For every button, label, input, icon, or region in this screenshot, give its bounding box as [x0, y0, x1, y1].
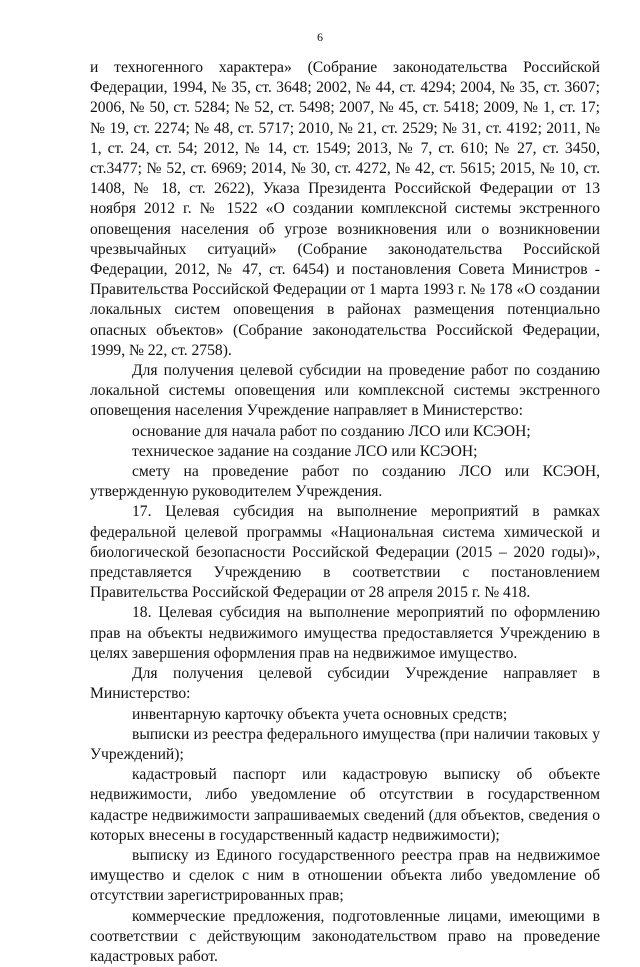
paragraph-required-documents: Для получения целевой субсидии Учреждение направляет в Министерство: [90, 665, 600, 703]
list-item: смету на проведение работ по созданию ЛСО или КСЭОН, утвержденную руководителем Учреждения. [90, 463, 600, 501]
list-item: выписки из реестра федерального имущества (при наличии таковых у Учреждений); [90, 725, 600, 763]
page-number: 6 [317, 30, 323, 44]
clause-17: 17. Целевая субсидия на выполнение мероприятий в рамках федеральной целевой программы «Национальная система химической и биологической безопасности Российской Федерации (2015 – 2020 годы)», представляется Учреждению в соответствии с постановлением Правительства Российской Федерации от 28 апреля 2015 г. № 418. [90, 503, 600, 602]
list-item: основание для начала работ по созданию ЛСО или КСЭОН; [132, 422, 531, 440]
list-item: инвентарную карточку объекта учета основных средств; [132, 705, 508, 723]
paragraph-continuation: и техногенного характера» (Собрание законодательства Российской Федерации, 1994, № 35, ст. 3648; 2002, № 44, ст. 4294; 2004, № 35, ст. 3607; 2006, № 50, ст. 5284; № 52, ст. 5498; 2007, № 45, ст. 5418; 2009, № 1, ст. 17; № 19, ст. 2274; № 48, ст. 5717; 2010, № 21, ст. 2529; № 31, ст. 4192; 2011, № 1, ст. 24, ст. 54; 2012, № 14, ст. 1549; 2013, № 7, ст. 610; № 27, ст. 3450, ст.3477; № 52, ст. 6969; 2014, № 30, ст. 4272, № 42, ст. 5615; 2015, № 10, ст. 1408, № 18, ст. 2622), Указа Президента Российской Федерации от 13 ноября 2012 г. № 1522 «О создании комплексной системы экстренного оповещения населения об угрозе возникновения или о возникновении чрезвычайных ситуаций» (Собрание законодательства Российской Федерации, 2012, № 47, ст. 6454) и постановления Совета Министров - Правительства Российской Федерации от 1 марта 1993 г. № 178 «О создании локальных систем оповещения в районах размещения потенциально опасных объектов» (Собрание законодательства Российской Федерации, 1999, № 22, ст. 2758). [90, 59, 600, 359]
list-item: техническое задание на создание ЛСО или КСЭОН; [132, 442, 478, 460]
paragraph-subsidy-alert-system: Для получения целевой субсидии на проведение работ по созданию локальной системы оповещения или комплексной системы экстренного оповещения населения Учреждение направляет в Министерство: [90, 362, 600, 420]
list-item: коммерческие предложения, подготовленные лицами, имеющими в соответствии с действующим законодательством право на проведение кадастровых работ. [90, 907, 600, 965]
clause-18: 18. Целевая субсидия на выполнение мероприятий по оформлению прав на объекты недвижимого имущества предоставляется Учреждению в целях завершения оформления прав на недвижимое имущество. [90, 604, 600, 662]
list-item: выписку из Единого государственного реестра прав на недвижимое имущество и сделок с ним в отношении объекта либо уведомление об отсутствии зарегистрированных прав; [90, 846, 600, 905]
list-item: кадастровый паспорт или кадастровую выписку об объекте недвижимости, либо уведомление об отсутствии в государственном кадастре недвижимости запрашиваемых сведений (для объектов, сведения о которых внесены в государственный кадастр недвижимости); [90, 766, 600, 844]
document-body [90, 58, 600, 967]
